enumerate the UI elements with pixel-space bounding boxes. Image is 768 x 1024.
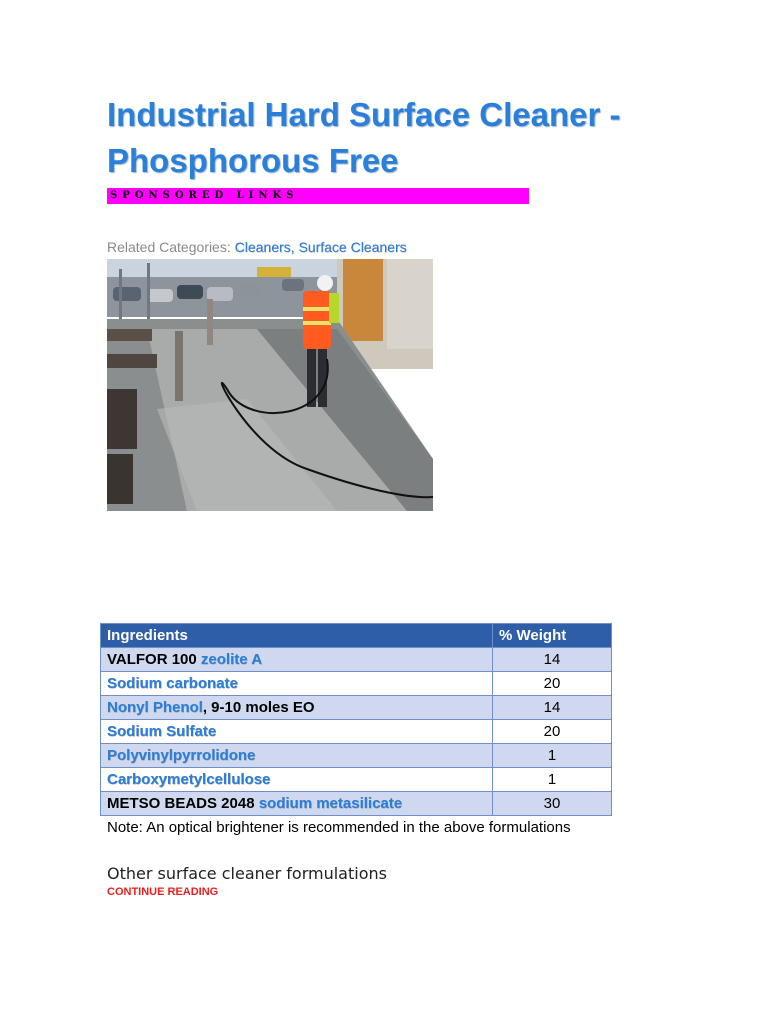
related-categories bbox=[107, 239, 407, 255]
related-categories-label: Related Categories: bbox=[107, 239, 235, 255]
table-row bbox=[101, 672, 612, 696]
header-weight: % Weight bbox=[493, 624, 612, 648]
weight-cell: 14 bbox=[493, 696, 612, 720]
other-formulations-heading: Other surface cleaner formulations bbox=[107, 864, 387, 883]
weight-cell: 20 bbox=[493, 672, 612, 696]
pressure-washing-photo bbox=[107, 259, 433, 511]
ingredient-link[interactable]: Sodium Sulfate bbox=[107, 723, 217, 740]
ingredient-link[interactable]: sodium metasilicate bbox=[258, 795, 403, 812]
ingredient-lead: VALFOR 100 bbox=[107, 651, 201, 668]
table-row bbox=[101, 744, 612, 768]
header-ingredients: Ingredients bbox=[101, 624, 493, 648]
table-row bbox=[101, 696, 612, 720]
continue-reading-link[interactable]: CONTINUE READING bbox=[107, 886, 219, 898]
related-categories-link[interactable]: Cleaners, Surface Cleaners bbox=[234, 239, 407, 255]
ingredient-link[interactable]: Polyvinylpyrrolidone bbox=[107, 747, 256, 764]
table-row bbox=[101, 792, 612, 816]
ingredient-link[interactable]: Carboxymetylcellulose bbox=[107, 771, 271, 788]
ingredients-table bbox=[100, 623, 612, 816]
ingredient-tail: , 9-10 moles EO bbox=[202, 699, 315, 716]
ingredient-link[interactable]: Sodium carbonate bbox=[107, 675, 238, 692]
table-row bbox=[101, 768, 612, 792]
weight-cell: 1 bbox=[493, 744, 612, 768]
table-row bbox=[101, 720, 612, 744]
page-title: Industrial Hard Surface Cleaner - Phosphorous Free bbox=[107, 96, 621, 179]
weight-cell: 1 bbox=[493, 768, 612, 792]
ingredient-link[interactable]: zeolite A bbox=[200, 651, 263, 668]
weight-cell: 20 bbox=[493, 720, 612, 744]
formulation-note: Note: An optical brightener is recommended in the above formulations bbox=[107, 819, 571, 836]
ingredient-lead: METSO BEADS 2048 bbox=[107, 795, 259, 812]
table-row bbox=[101, 648, 612, 672]
ingredient-link[interactable]: Nonyl Phenol bbox=[107, 699, 203, 716]
sponsored-links-bar[interactable]: SPONSORED LINKS bbox=[107, 188, 529, 204]
photo-illustration bbox=[107, 259, 433, 511]
weight-cell: 30 bbox=[493, 792, 612, 816]
weight-cell: 14 bbox=[493, 648, 612, 672]
